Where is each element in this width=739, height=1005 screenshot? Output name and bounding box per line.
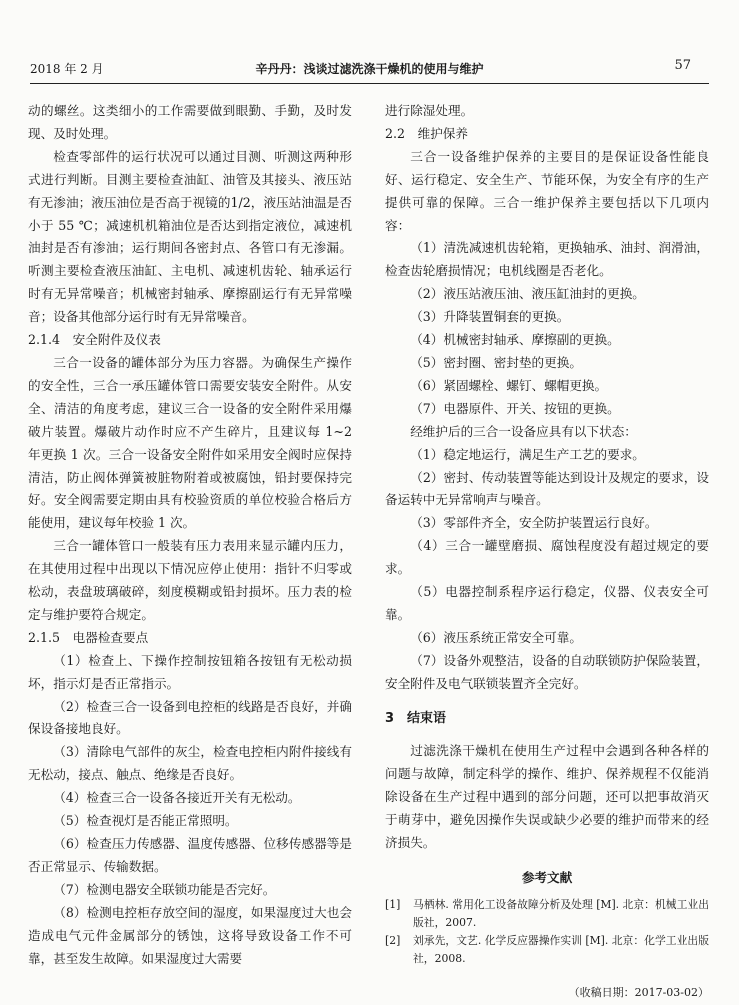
subsection-heading: 2.1.4 安全附件及仪表 [28,332,161,348]
reference-list [385,896,709,968]
issue-date: 2018 年 2 月 [30,62,104,76]
page-number: 57 [674,58,691,73]
paragraph: （7）设备外观整洁，设备的自动联锁防护保险装置，安全附件及电气联锁装置齐全完好。 [385,652,709,691]
left-column [28,100,352,970]
paragraph: （4）检查三合一设备各接近开关有无松动。 [53,790,301,806]
section-heading: 2.2 维护保养 [385,125,468,141]
running-header [30,58,709,78]
reference-number: [2] [385,933,401,947]
paragraph: （3）清除电气部件的灰尘，检查电控柜内附件接线有无松动，接点、触点、绝缘是否良好。 [28,744,352,783]
reference-number: [1] [385,897,401,911]
paragraph: 过滤洗涤干燥机在使用生产过程中会遇到各种各样的问题与故障，制定科学的操作、维护、保养规程不仅能消除设备在生产过程中遇到的部分问题，还可以把事故消灭于萌芽中，避免因操作失误或缺少必要的维护而带来的经济损失。 [385,743,709,851]
subsection-heading: 2.1.5 电器检查要点 [28,629,149,645]
paragraph: 检查零部件的运行状况可以通过目测、听测这两种形式进行判断。目测主要检查油缸、油管及其接头、液压站有无渗油；液压油位是否高于视镜的1/2，液压站油温是否小于 55 ℃；减速机机箱油位是否达到指定液位，减速机油封是否有渗油；运行期间各密封点、各管口有无渗漏。听测主要检查液压油缸、主电机、减速机齿轮、轴承运行时有无异常噪音；机械密封轴承、摩擦副运行有无异常噪音；设备其他部分运行时有无异常噪音。 [28,148,352,325]
header-rule [30,83,709,84]
reference-item [385,896,709,932]
paragraph: （6）紧固螺栓、螺钉、螺帽更换。 [410,377,608,393]
paragraph: （7）检测电器安全联锁功能是否完好。 [53,881,276,897]
paragraph: （4）三合一罐壁磨损、腐蚀程度没有超过规定的要求。 [385,538,709,577]
right-column [385,100,709,1005]
paragraph: （3）零部件齐全，安全防护装置运行良好。 [410,515,658,531]
paragraph: （2）液压站液压油、液压缸油封的更换。 [410,286,645,302]
paragraph: （8）检测电控柜存放空间的湿度，如果湿度过大也会造成电气元件金属部分的锈蚀，这将导致设备工作不可靠，甚至发生故障。如果湿度过大需要 [28,904,352,966]
paragraph: （4）机械密封轴承、摩擦副的更换。 [410,332,620,348]
reference-text: 马栖林. 常用化工设备故障分析及处理 [M]. 北京：机械工业出版社，2007. [413,897,709,929]
paragraph: （6）检查压力传感器、温度传感器、位移传感器等是否正常显示、传输数据。 [28,836,352,874]
paragraph: （7）电器原件、开关、按钮的更换。 [410,400,620,416]
paragraph: 三合一罐体管口一般装有压力表用来显示罐内压力，在其使用过程中出现以下情况应停止使用：指针不归零或松动，表盘玻璃破碎，刻度模糊或铅封损坏。压力表的检定与维护要符合规定。 [28,538,352,622]
paragraph: （1）稳定地运行，满足生产工艺的要求。 [410,446,645,462]
paragraph: 经维护后的三合一设备应具有以下状态： [410,423,637,439]
paragraph: （5）电器控制系程序运行稳定，仪器、仪表安全可靠。 [385,584,709,622]
section-heading: 3 结束语 [385,710,447,726]
reference-item [385,932,709,968]
references-title: 参考文献 [521,870,573,885]
paragraph: 进行除湿处理。 [385,103,474,118]
paragraph: （6）液压系统正常安全可靠。 [410,629,582,645]
paragraph: （2）检查三合一设备到电控柜的线路是否良好，并确保设备接地良好。 [28,698,352,737]
reference-text: 刘承先，文艺. 化学反应器操作实训 [M]. 北京：化学工业出版社，2008. [413,933,709,965]
paragraph: （1）检查上、下操作控制按钮箱各按钮有无松动损坏，指示灯是否正常指示。 [28,652,352,691]
paragraph: 动的螺丝。这类细小的工作需要做到眼勤、手勤，及时发现、及时处理。 [28,103,352,141]
paragraph: （1）清洗减速机齿轮箱，更换轴承、油封、润滑油，检查齿轮磨损情况；电机线圈是否老化。 [385,240,709,279]
paragraph: 三合一设备的罐体部分为压力容器。为确保生产操作的安全性，三合一承压罐体管口需要安装安全附件。从安全、清洁的角度考虑，建议三合一设备的安全附件采用爆破片装置。爆破片动作时应不产生碎片，且建议每 1~2 年更换 1 次。三合一设备安全附件如采用安全阀时应保持清洁，防止阀体弹簧被脏物附着或被腐蚀，铅封要保持完好。安全阀需要定期由具有校验资质的单位校验合格后方能使用，建议每年校验 1 次。 [28,354,352,531]
paragraph: 三合一设备维护保养的主要目的是保证设备性能良好、运行稳定、安全生产、节能环保，为安全有序的生产提供可靠的保障。三合一维护保养主要包括以下几项内容： [385,148,709,233]
running-title: 辛丹丹：浅谈过滤洗涤干燥机的使用与维护 [255,62,484,76]
paragraph: （2）密封、传动装置等能达到设计及规定的要求，设备运转中无异常响声与噪音。 [385,469,709,508]
paragraph: （3）升降装置铜套的更换。 [410,309,570,325]
received-date: （收稿日期：2017-03-02） [568,985,709,999]
paragraph: （5）密封圈、密封垫的更换。 [410,354,582,370]
paragraph: （5）检查视灯是否能正常照明。 [53,813,238,829]
